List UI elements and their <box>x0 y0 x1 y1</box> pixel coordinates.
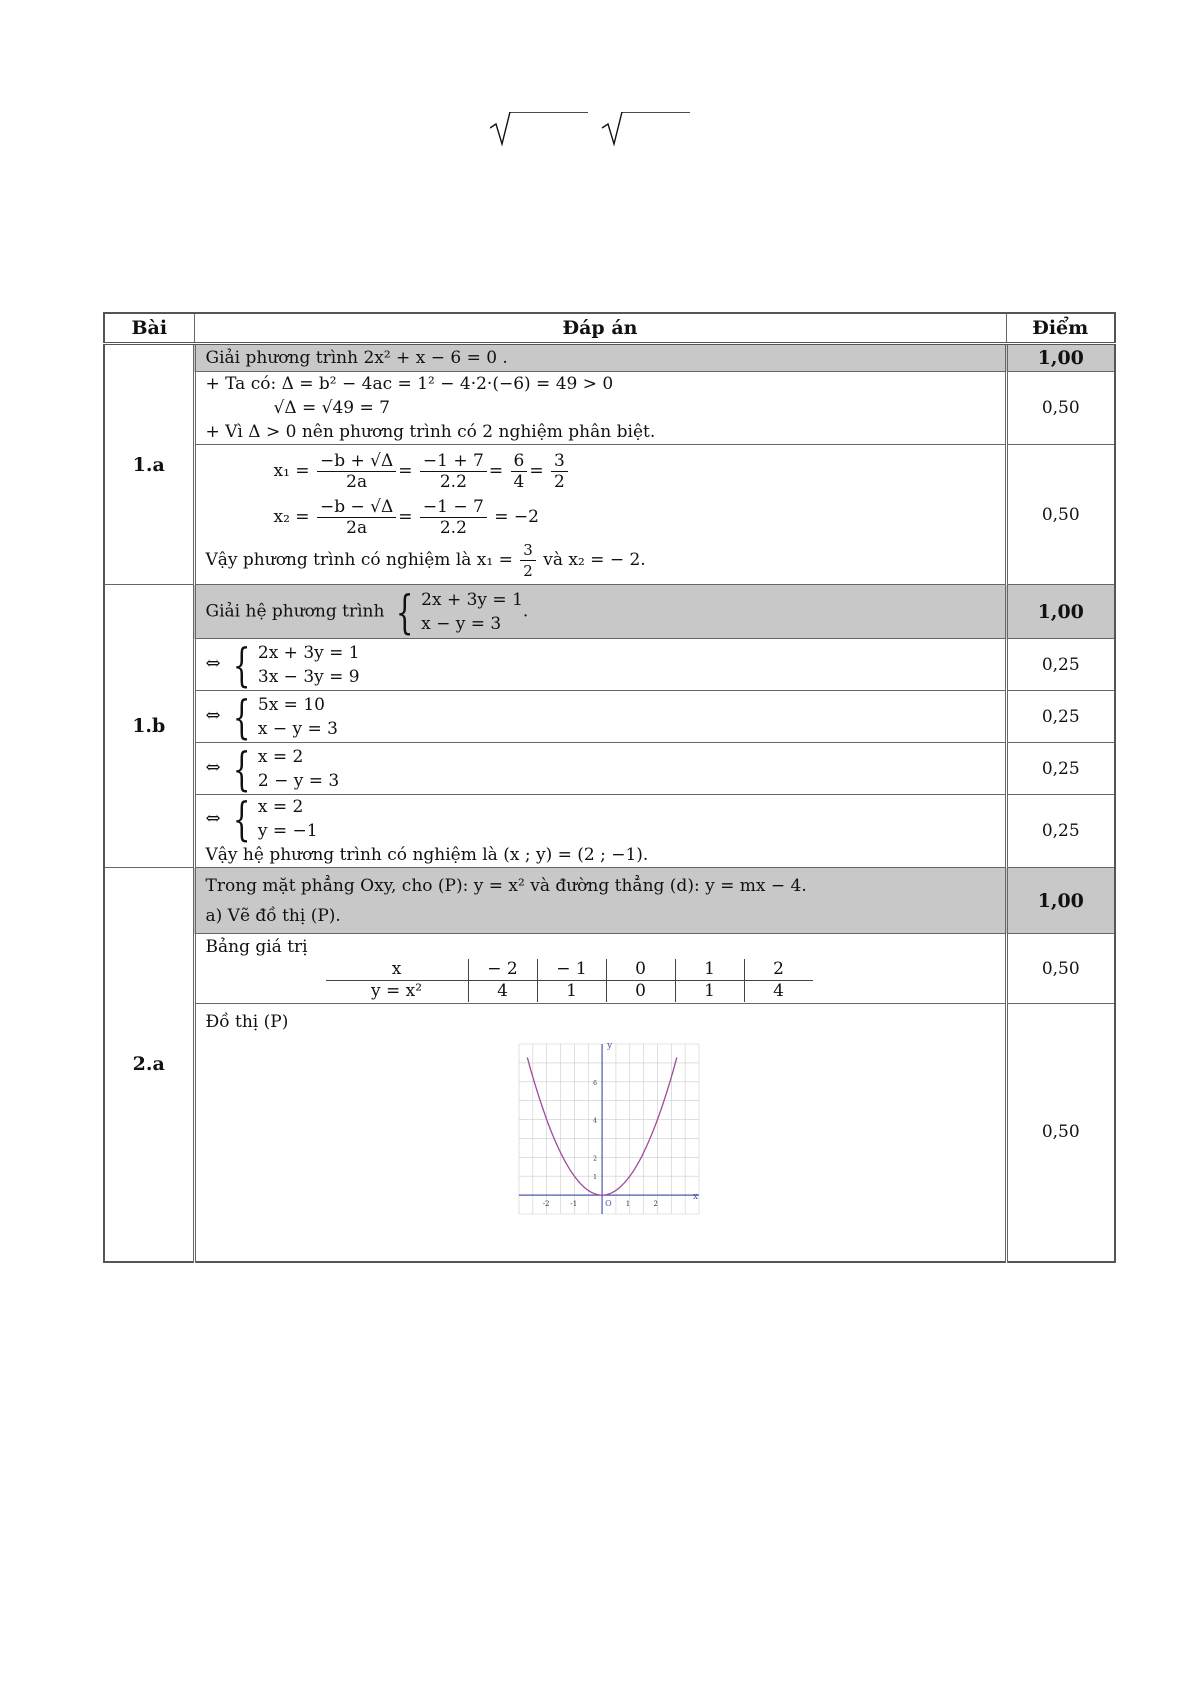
question-1b: Giải hệ phương trình { 2x + 3y = 1 x − y = 3 . <box>194 585 1006 639</box>
x2-frac-2: $\frac{-1 - 7}{2.2}$ <box>420 497 487 538</box>
step-1b-2: ⇔ { 5x = 10 x − y = 3 <box>194 691 1006 743</box>
x-tick-label: 2 <box>652 1200 658 1209</box>
x2-result: = −2 <box>494 507 539 527</box>
sqrt-delta-line: √Δ = √49 = 7 <box>273 398 390 418</box>
conclusion-1a: Vậy phương trình có nghiệm là x₁ = $\frac{3}{2}$ và x₂ = − 2. <box>205 541 646 580</box>
points-1b: 1,00 <box>1006 585 1115 639</box>
y-tick-label: 4 <box>592 1117 597 1125</box>
points-1b-step4: 0,25 <box>1006 795 1115 868</box>
header-dap-an: Đáp án <box>194 313 1006 344</box>
y-tick-label: 6 <box>592 1079 597 1087</box>
x1-line: x₁ = $\frac{-b + √\Delta}{2a}$ = $\frac{-1 + 7}{2.2}$ = $\frac{6}{4}$ = $\frac{3}{2}$ <box>206 448 995 494</box>
points-2a: 1,00 <box>1006 868 1115 934</box>
step-1a-1 <box>194 372 1006 445</box>
step-1b-4: ⇔ { x = 2 y = −1 Vậy hệ phương trình có nghiệm là (x ; y) = (2 ; −1). <box>194 795 1006 868</box>
delta-line: + Ta có: Δ = b² − 4ac = 1² − 4·2·(−6) = 49 > 0 <box>205 374 614 394</box>
graph-title: Đồ thị (P) <box>205 1012 289 1032</box>
header-diem: Điểm <box>1006 313 1115 344</box>
system-question: { 2x + 3y = 1 x − y = 3 <box>395 584 523 639</box>
delta-positive-line: + Vì Δ > 0 nên phương trình có 2 nghiệm phân biệt. <box>205 422 656 442</box>
value-table: x − 2 − 1 0 1 2 y = x² 4 1 0 1 4 <box>326 959 813 1002</box>
x1-frac-1: $\frac{-b + √\Delta}{2a}$ <box>317 451 396 492</box>
x2-lhs: x₂ = <box>273 507 310 527</box>
label-1b: 1.b <box>104 585 194 868</box>
points-1b-step2: 0,25 <box>1006 691 1115 743</box>
x1-frac-4: $\frac{3}{2}$ <box>551 451 568 492</box>
header-radical-marks <box>490 112 690 148</box>
x1-frac-3: $\frac{6}{4}$ <box>511 451 528 492</box>
y-axis-label: y <box>606 1041 612 1051</box>
x-tick-label: -2 <box>542 1200 550 1209</box>
question-2a: Trong mặt phẳng Oxy, cho (P): y = x² và đường thẳng (d): y = mx − 4. a) Vẽ đồ thị (P). <box>194 868 1006 934</box>
step-1b-3: ⇔ { x = 2 2 − y = 3 <box>194 743 1006 795</box>
x1-frac-2: $\frac{-1 + 7}{2.2}$ <box>420 451 487 492</box>
points-2a-table: 0,50 <box>1006 934 1115 1004</box>
header-bai: Bài <box>104 313 194 344</box>
label-2a: 2.a <box>104 868 194 1262</box>
question-1a: Giải phương trình 2x² + x − 6 = 0 . <box>194 344 1006 372</box>
x-tick-label: -1 <box>569 1200 577 1209</box>
origin-label: O <box>604 1199 612 1209</box>
conclusion-1b: Vậy hệ phương trình có nghiệm là (x ; y) = (2 ; −1). <box>205 845 649 865</box>
step-1a-2 <box>194 445 1006 585</box>
parabola-graph <box>509 1034 709 1234</box>
x2-frac-1: $\frac{-b - √\Delta}{2a}$ <box>317 497 396 538</box>
points-1a-step2: 0,50 <box>1006 445 1115 585</box>
x2-line: x₂ = $\frac{-b - √\Delta}{2a}$ = $\frac{-1 - 7}{2.2}$ = −2 <box>273 497 539 538</box>
label-1a: 1.a <box>104 344 194 585</box>
points-1a-step1: 0,50 <box>1006 372 1115 445</box>
x-axis-label: x <box>692 1192 698 1203</box>
points-1b-step1: 0,25 <box>1006 639 1115 691</box>
conclusion-frac: $\frac{3}{2}$ <box>520 540 536 581</box>
points-1b-step3: 0,25 <box>1006 743 1115 795</box>
step-1b-1: ⇔ { 2x + 3y = 1 3x − 3y = 9 <box>194 639 1006 691</box>
points-2a-graph: 0,50 <box>1006 1004 1115 1262</box>
answer-table <box>103 312 1116 1263</box>
x1-lhs: x₁ = <box>273 461 310 481</box>
y-tick-label: 1 <box>592 1174 597 1182</box>
graph-cell <box>194 1004 1006 1262</box>
value-table-title: Bảng giá trị <box>205 937 308 957</box>
value-table-cell <box>194 934 1006 1004</box>
y-tick-label: 2 <box>592 1155 597 1163</box>
x-tick-label: 1 <box>625 1200 630 1209</box>
points-1a: 1,00 <box>1006 344 1115 372</box>
